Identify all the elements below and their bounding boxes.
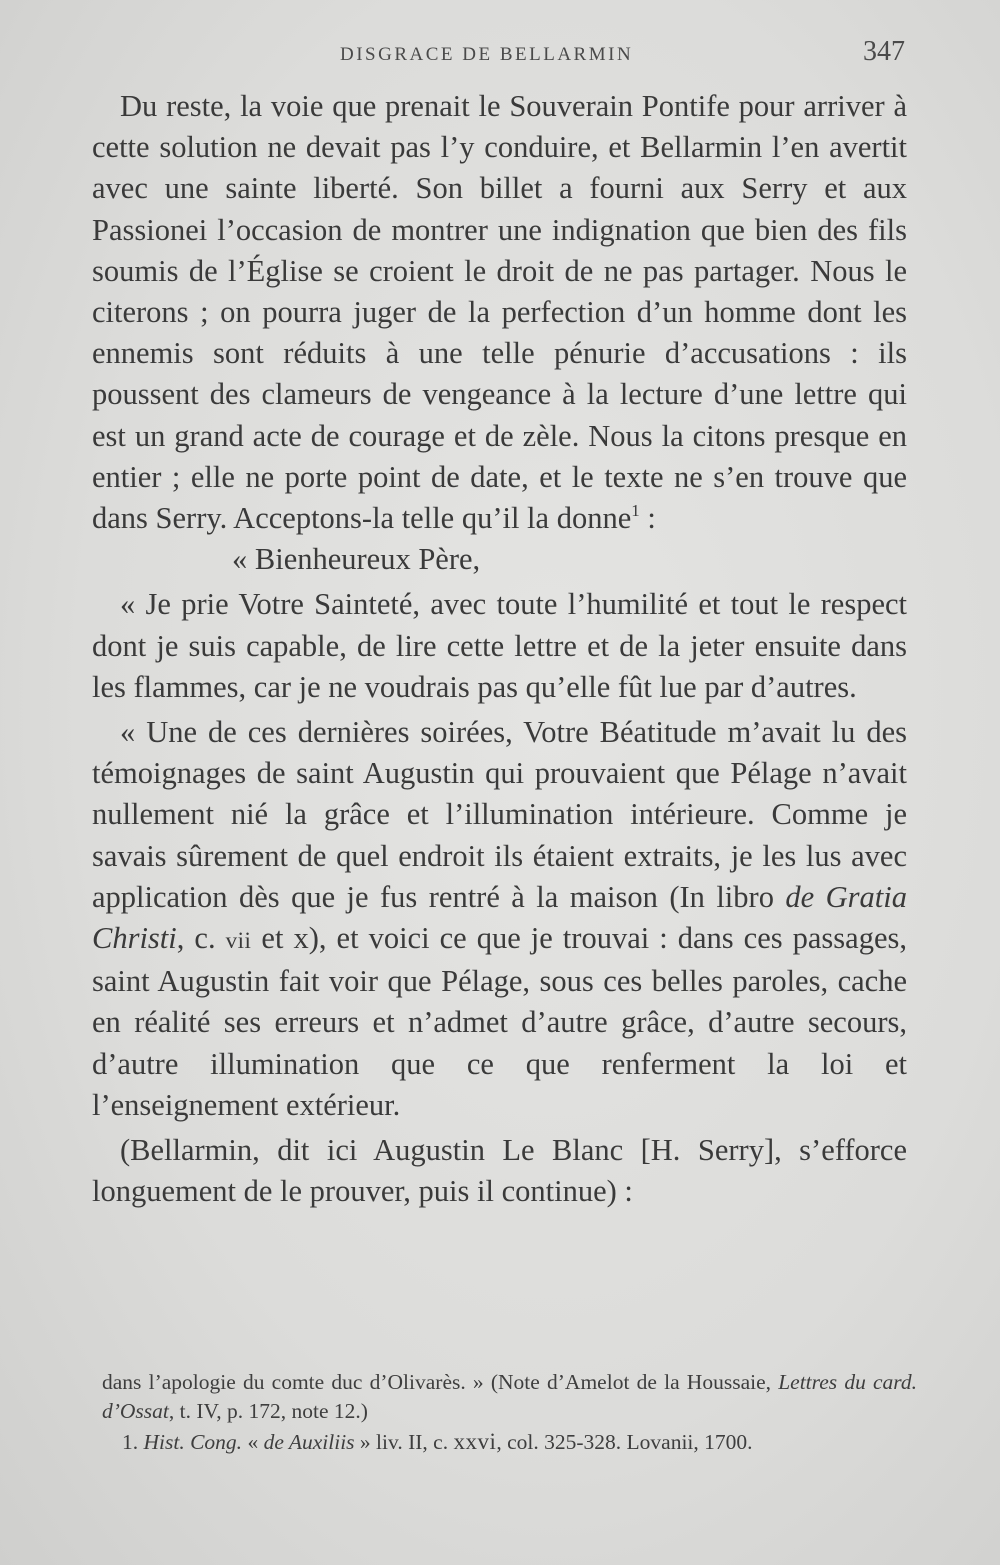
- footnote-continuation-text-a: dans l’apologie du comte duc d’Olivarès. » (Note d’Amelot de la Houssaie,: [102, 1370, 779, 1394]
- running-title: DISGRACE DE BELLARMIN: [340, 44, 634, 65]
- paragraph-3-text-c: et x), et voici ce que je trouvai : dans ces passages, saint Augustin fait voir que Pélage, sous ces belles paroles, cache en réalité ses erreurs et n’admet d’autre grâce, d’autre secours, d’autre illumination que ce que renferment la loi et l’enseignement extérieur.: [92, 921, 907, 1122]
- paragraph-3-chapter: vii: [225, 928, 252, 954]
- footnote-1-quote: «: [242, 1430, 264, 1454]
- page-number: 347: [863, 36, 905, 67]
- paragraph-1: [92, 86, 907, 539]
- footnote-reference[interactable]: 1: [631, 501, 640, 521]
- running-head: [90, 36, 905, 70]
- footnotes: [102, 1368, 917, 1457]
- paragraph-3-text-b: , c.: [176, 921, 226, 956]
- footnote-1-title-b: de Auxiliis: [263, 1430, 355, 1454]
- footnote-continuation-text-b: , t. IV, p. 172, note 12.): [168, 1399, 368, 1423]
- footnote-1-text-c: » liv. II, c.: [354, 1430, 454, 1454]
- paragraph-3-title: de Gratia Christi: [92, 879, 907, 956]
- footnote-continuation: [102, 1368, 917, 1426]
- paragraph-2: « Je prie Votre Sainteté, avec toute l’humilité et tout le respect dont je suis capable, de lire cette lettre et de la jeter ensuite dans les flammes, car je ne voudrais pas qu’elle fût lue par d’autres.: [92, 587, 907, 704]
- paragraph-3-text-a: « Une de ces dernières soirées, Votre Béatitude m’avait lu des témoignages de saint Augustin qui prouvaient que Pélage n’avait nullement nié la grâce et l’illumination intérieure. Comme je savais sûrement de quel endroit ils étaient extraits, je les lus avec application dès que je fus rentré à la maison (In libro: [92, 715, 907, 914]
- paragraph-1-text: Du reste, la voie que prenait le Souverain Pontife pour arriver à cette solution ne devait pas l’y conduire, et Bellarmin l’en avertit avec une sainte liberté. Son billet a fourni aux Serry et aux Passionei l’occasion de montrer une indignation que bien des fils soumis de l’Église se croient le droit de ne pas partager. Nous le citerons ; on pourra juger de la perfection d’un homme dont les ennemis sont réduits à une telle pénurie d’accusations : ils poussent des clameurs de vengeance à la lecture d’une lettre qui est un grand acte de courage et de zèle. Nous la citons presque en entier ; elle ne porte point de date, et le texte ne s’en trouve que dans Serry. Acceptons-la telle qu’il la donne: [92, 89, 907, 536]
- footnote-1-chapter: xxvi: [453, 1429, 497, 1454]
- paragraph-3: [92, 712, 907, 1126]
- footnote-1: [102, 1427, 917, 1457]
- paragraph-1-tail: :: [639, 501, 656, 536]
- footnote-1-title-a: Hist. Cong.: [143, 1430, 243, 1454]
- letter-salutation: « Bienheureux Père,: [232, 542, 481, 577]
- body-text: [92, 86, 907, 1212]
- footnote-1-number: 1.: [122, 1430, 144, 1454]
- paragraph-4: (Bellarmin, dit ici Augustin Le Blanc [H. Serry], s’efforce longuement de le prouver, puis il continue) :: [92, 1133, 907, 1209]
- footnote-1-text-d: , col. 325-328. Lovanii, 1700.: [496, 1430, 753, 1454]
- footnote-continuation-title: Lettres du card. d’Ossat: [102, 1370, 918, 1423]
